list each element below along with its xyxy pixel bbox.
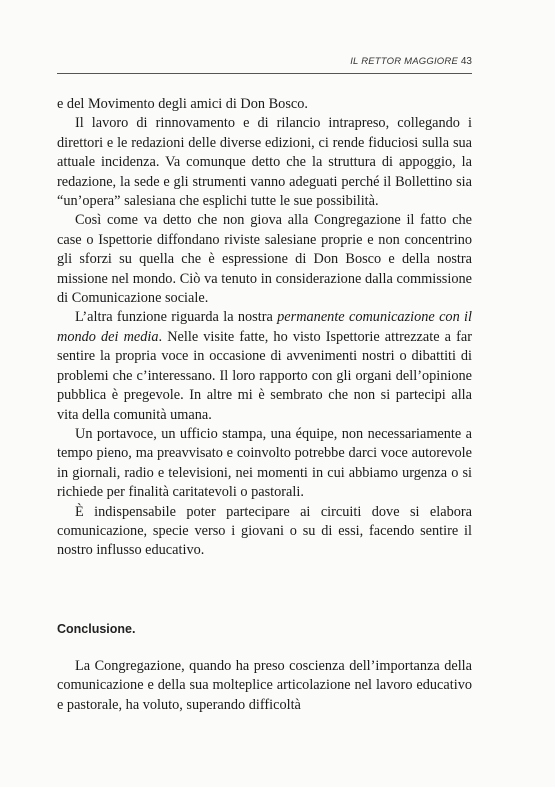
paragraph-4-lead: L’altra funzione riguarda la nostra [75,309,278,326]
paragraph-2: Il lavoro di rinnovamento e di rilancio intrapreso, collegando i direttori e le redazioni delle diverse edizioni, ci rende fiduciosi sulla sua attuale incidenza. Va comunque detto che la struttura di appoggio, la redazione, la sede e gli strumenti vanno adeguati perché il Bollettino sia “un’opera” salesiana che esplichi tutte le sue possibilità. [57,115,472,210]
conclusion-text [57,657,472,715]
page-number: 43 [460,56,472,67]
body-text [57,95,472,561]
paragraph-5: Un portavoce, un ufficio stampa, una équipe, non necessariamente a tempo pieno, ma preavvisato e coinvolto potrebbe darci voce autorevole in giornali, radio e televisioni, nei momenti in cui abbiamo urgenza o si richiede per finalità caritatevoli o pastorali. [57,425,472,501]
section-title: Conclusione. [57,622,136,636]
running-header [57,56,472,72]
paragraph-1: e del Movimento degli amici di Don Bosco. [57,96,308,112]
emphasis-media: permanente comunicazione con il mondo dei media [57,309,472,345]
paragraph-4 [57,308,472,424]
running-title: IL RETTOR MAGGIORE [350,56,458,67]
header-rule [57,73,472,74]
paragraph-4-rest: . Nelle visite fatte, ho visto Ispettorie attrezzate a far sentire la propria voce in occasione di avvenimenti nostri o dibattiti di problemi che c’interessano. Il loro rapporto con gli organi dell’opinione pubblica è pregevole. In altre mi è sembrato che non si partecipi alla vita della comunità umana. [57,328,472,423]
paragraph-6: È indispensabile poter partecipare ai circuiti dove si elabora comunicazione, specie verso i giovani o su di essi, facendo sentire il nostro influsso educativo. [57,503,472,559]
conclusion-paragraph: La Congregazione, quando ha preso coscienza dell’importanza della comunicazione e della sua molteplice articolazione nel lavoro educativo e pastorale, ha voluto, superando difficoltà [57,658,472,713]
paragraph-3: Così come va detto che non giova alla Congregazione il fatto che case o Ispettorie diffondano riviste salesiane proprie e non concentrino gli sforzi su quella che è espressione di Don Bosco e della nostra missione nel mondo. Ciò va tenuto in considerazione dalla commissione di Comunicazione sociale. [57,212,472,307]
